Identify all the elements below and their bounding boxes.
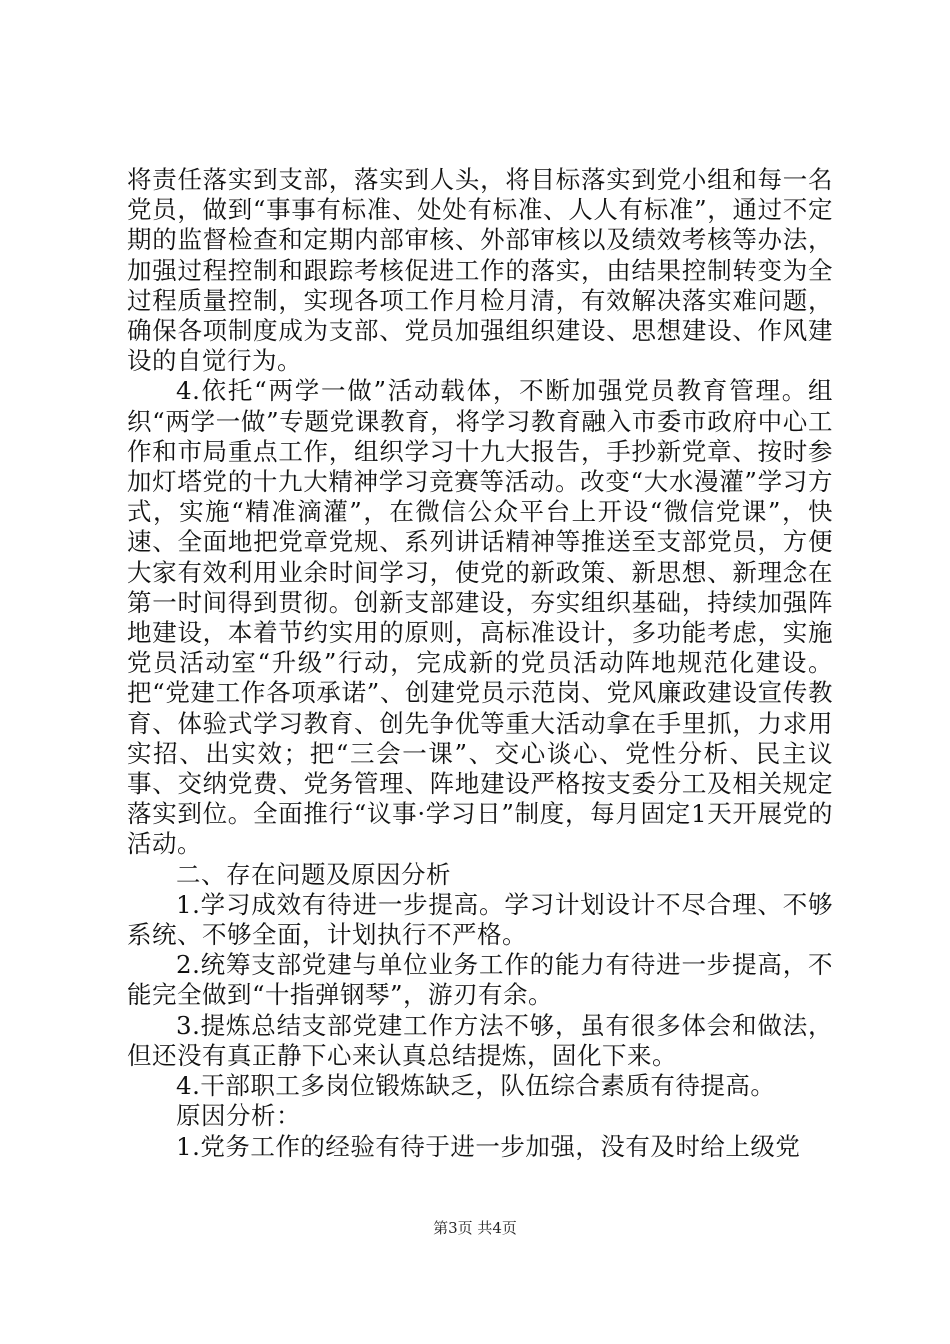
paragraph-problem-4: 4.干部职工多岗位锻炼缺乏，队伍综合素质有待提高。 <box>176 1071 776 1101</box>
subheading-cause-analysis: 原因分析： <box>176 1101 301 1131</box>
paragraph-problem-2: 2.统筹支部党建与单位业务工作的能力有待进一步提高，不能完全做到“十指弹钢琴”，游刃有余。 <box>127 950 833 1010</box>
document-body <box>127 165 833 1162</box>
section-heading-problems: 二、存在问题及原因分析 <box>176 859 451 889</box>
paragraph-problem-3: 3.提炼总结支部党建工作方法不够，虽有很多体会和做法，但还没有真正静下心来认真总结提炼，固化下来。 <box>127 1010 833 1070</box>
page-footer: 第3页 共4页 <box>433 1219 517 1237</box>
paragraph-cause-1: 1.党务工作的经验有待于进一步加强，没有及时给上级党 <box>176 1131 801 1161</box>
paragraph-problem-1: 1.学习成效有待进一步提高。学习计划设计不尽合理、不够系统、不够全面，计划执行不严格。 <box>127 889 833 950</box>
paragraph-responsibility: 将责任落实到支部，落实到人头，将目标落实到党小组和每一名党员，做到“事事有标准、处处有标准、人人有标准”，通过不定期的监督检查和定期内部审核、外部审核以及绩效考核等办法，加强过程控制和跟踪考核促进工作的落实，由结果控制转变为全过程质量控制，实现各项工作月检月清，有效解决落实难问题，确保各项制度成为支部、党员加强组织建设、思想建设、作风建设的自觉行为。 <box>127 165 833 376</box>
paragraph-item-4-education: 4.依托“两学一做”活动载体，不断加强党员教育管理。组织“两学一做”专题党课教育，将学习教育融入市委市政府中心工作和市局重点工作，组织学习十九大报告，手抄新党章、按时参加灯塔党的十九大精神学习竞赛等活动。改变“大水漫灌”学习方式，实施“精准滴灌”，在微信公众平台上开设“微信党课”，快速、全面地把党章党规、系列讲话精神等推送至支部党员，方便大家有效利用业余时间学习，使党的新政策、新思想、新理念在第一时间得到贯彻。创新支部建设，夯实组织基础，持续加强阵地建设，本着节约实用的原则，高标准设计，多功能考虑，实施党员活动室“升级”行动，完成新的党员活动阵地规范化建设。把“党建工作各项承诺”、创建党员示范岗、党风廉政建设宣传教育、体验式学习教育、创先争优等重大活动拿在手里抓，力求用实招、出实效；把“三会一课”、交心谈心、党性分析、民主议事、交纳党费、党务管理、阵地建设严格按支委分工及相关规定落实到位。全面推行“议事·学习日”制度，每月固定1天开展党的活动。 <box>127 376 833 859</box>
